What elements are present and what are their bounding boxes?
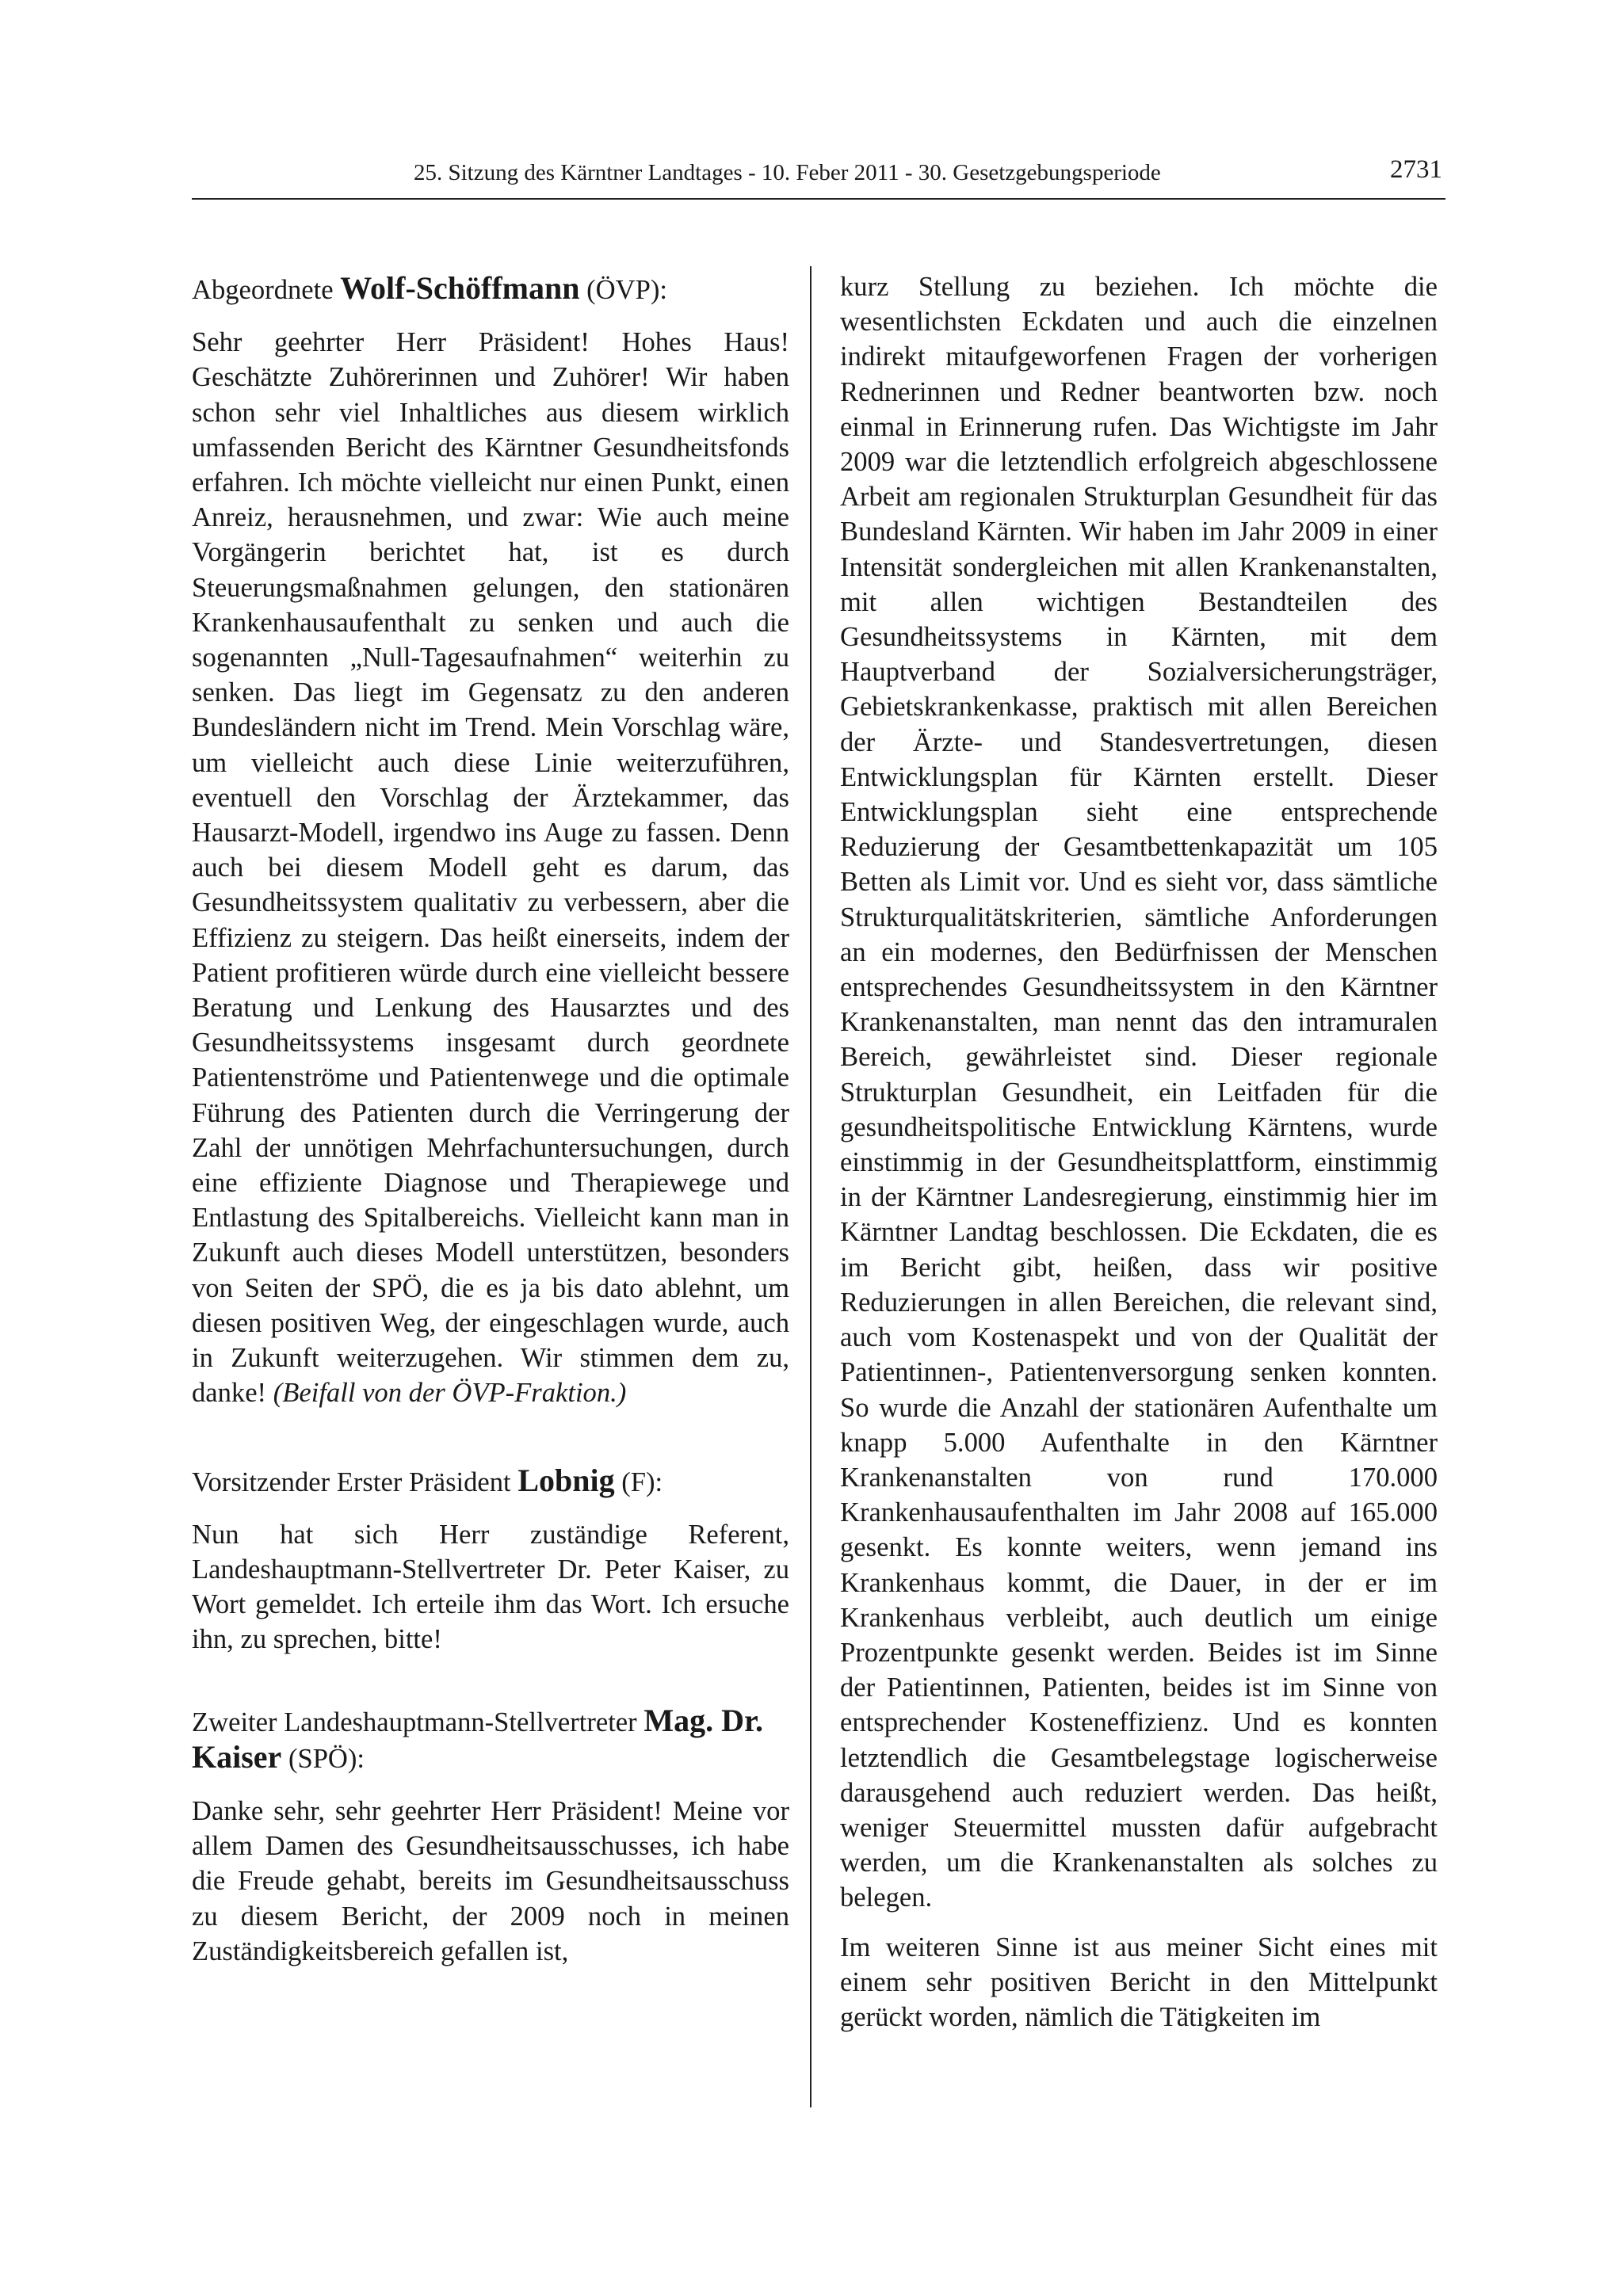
speaker-name: Lobnig (517, 1462, 615, 1498)
speech-paragraph: kurz Stellung zu beziehen. Ich möchte die wesentlichsten Eckdaten und auch die einzelnen indirekt mitaufgeworfenen Fragen der vorherigen Rednerinnen und Redner beantworten bzw. noch einmal in Erinnerung rufen. Das Wichtigste im Jahr 2009 war die letztendlich erfolgreich abgeschlossene Arbeit am regionalen Strukturplan Gesundheit für das Bundesland Kärnten. Wir haben im Jahr 2009 in einer Intensität sondergleichen mit allen Krankenanstalten, mit allen wichtigen Bestandteilen des Gesundheitssystems in Kärnten, mit dem Hauptverband der Sozialversicherungsträger, Gebietskrankenkasse, praktisch mit allen Bereichen der Ärzte- und Standesvertretungen, diesen Entwicklungsplan für Kärnten erstellt. Dieser Entwicklungsplan sieht eine entsprechende Reduzierung der Gesamtbettenkapazität um 105 Betten als Limit vor. Und es sieht vor, dass sämtliche Strukturqualitätskriterien, sämtliche Anforderungen an ein modernes, den Bedürfnissen der Menschen entsprechendes Gesundheitssystem in den Kärntner Krankenanstalten, man nennt das den intramuralen Bereich, gewährleistet sind. Dieser regionale Strukturplan Gesundheit, ein Leitfaden für die gesundheitspolitische Entwicklung Kärntens, wurde einstimmig in der Gesundheitsplattform, einstimmig in der Kärntner Landesregierung, einstimmig hier im Kärntner Landtag beschlossen. Die Eckdaten, die es im Bericht gibt, heißen, dass wir positive Reduzierungen in allen Bereichen, die relevant sind, auch vom Kostenaspekt und von der Qualität der Patientinnen-, Patientenversorgung senken konnten. So wurde die Anzahl der stationären Aufenthalte um knapp 5.000 Aufenthalte in den Kärntner Krankenanstalten von rund 170.000 Krankenhausaufenthalten im Jahr 2008 auf 165.000 gesenkt. Es konnte weiters, wenn jemand ins Krankenhaus kommt, die Dauer, in der er im Krankenhaus verbleibt, auch deutlich um einige Prozentpunkte gesenkt werden. Beides ist im Sinne der Patientinnen, Patienten, beides ist im Sinne von entsprechender Kosteneffizienz. Und es konnten letztendlich die Gesamtbelegstage logischerweise darausgehend auch reduziert werden. Das heißt, weniger Steuermittel mussten dafür aufgebracht werden, um die Krankenanstalten als solches zu belegen. (840, 272, 1438, 1913)
speaker-prefix: Vorsitzender Erster Präsident (192, 1466, 518, 1497)
speech-paragraph (192, 325, 789, 1410)
page-header (192, 155, 1445, 201)
header-title: 25. Sitzung des Kärntner Landtages - 10. Feber 2011 - 30. Gesetzgebungsperiode (414, 160, 1161, 185)
speaker-party: (F): (614, 1466, 663, 1497)
speaker-heading-kaiser (192, 1703, 789, 1776)
speech-paragraph: Nun hat sich Herr zuständige Referent, Landeshauptmann-Stellvertreter Dr. Peter Kaiser, zu Wort gemeldet. Ich erteile ihm das Wort. Ich ersuche ihn, zu sprechen, bitte! (192, 1519, 789, 1655)
speaker-name: Mag. Dr. Kaiser (192, 1702, 764, 1775)
speaker-name: Wolf-Schöffmann (340, 270, 580, 306)
speaker-heading-lobnig (192, 1463, 789, 1500)
speech-text: Sehr geehrter Herr Präsident! Hohes Haus! Geschätzte Zuhörerinnen und Zuhörer! Wir haben schon sehr viel Inhaltliches aus diesem wirklich umfassenden Bericht des Kärntner Gesundheitsfonds erfahren. Ich möchte vielleicht nur einen Punkt, einen Anreiz, herausnehmen, und zwar: Wie auch meine Vorgängerin berichtet hat, ist es durch Steuerungsmaßnahmen gelungen, den stationären Krankenhausaufenthalt zu senken und auch die sogenannten „Null-Tagesaufnahmen“ weiterhin zu senken. Das liegt im Gegensatz zu den anderen Bundesländern nicht im Trend. Mein Vorschlag wäre, um vielleicht auch diese Linie weiterzuführen, eventuell den Vorschlag der Ärztekammer, das Hausarzt-Modell, irgendwo ins Auge zu fassen. Denn auch bei diesem Modell geht es darum, das Gesundheitssystem qualitativ zu verbessern, aber die Effizienz zu steigern. Das heißt einerseits, indem der Patient profitieren würde durch eine vielleicht bessere Beratung und Lenkung des Hausarztes und des Gesundheitssystems insgesamt durch geordnete Patientenströme und Patientenwege und die optimale Führung des Patienten durch die Verringerung der Zahl der unnötigen Mehrfachuntersuchungen, durch eine effiziente Diagnose und Therapiewege und Entlastung des Spitalbereichs. Vielleicht kann man in Zukunft auch dieses Modell unterstützen, besonders von Seiten der SPÖ, die es ja bis dato ablehnt, um diesen positiven Weg, der eingeschlagen wurde, auch in Zukunft weiterzugehen. Wir stimmen dem zu, danke! (192, 327, 789, 1409)
speaker-prefix: Abgeordnete (192, 275, 341, 305)
speech-paragraph: Im weiteren Sinne ist aus meiner Sicht eines mit einem sehr positiven Bericht in den Mittelpunkt gerückt worden, nämlich die Tätigkeiten im (840, 1932, 1438, 2032)
speaker-party: (SPÖ): (281, 1743, 365, 1774)
speaker-prefix: Zweiter Landeshauptmann-Stellvertreter (192, 1707, 644, 1737)
speaker-heading-wolf-schoeffmann (192, 271, 789, 307)
speech-paragraph: Danke sehr, sehr geehrter Herr Präsident! Meine vor allem Damen des Gesundheitsausschusses, ich habe die Freude gehabt, bereits im Gesundheitsausschuss zu diesem Bericht, der 2009 noch in meinen Zuständigkeitsbereich gefallen ist, (192, 1795, 789, 1966)
column-divider (810, 266, 812, 2107)
left-column (192, 271, 789, 1969)
applause-note: (Beifall von der ÖVP-Fraktion.) (273, 1378, 627, 1409)
speaker-party: (ÖVP): (579, 275, 667, 305)
page-number: 2731 (1390, 155, 1442, 184)
right-column (840, 269, 1438, 2035)
header-rule (192, 198, 1445, 200)
